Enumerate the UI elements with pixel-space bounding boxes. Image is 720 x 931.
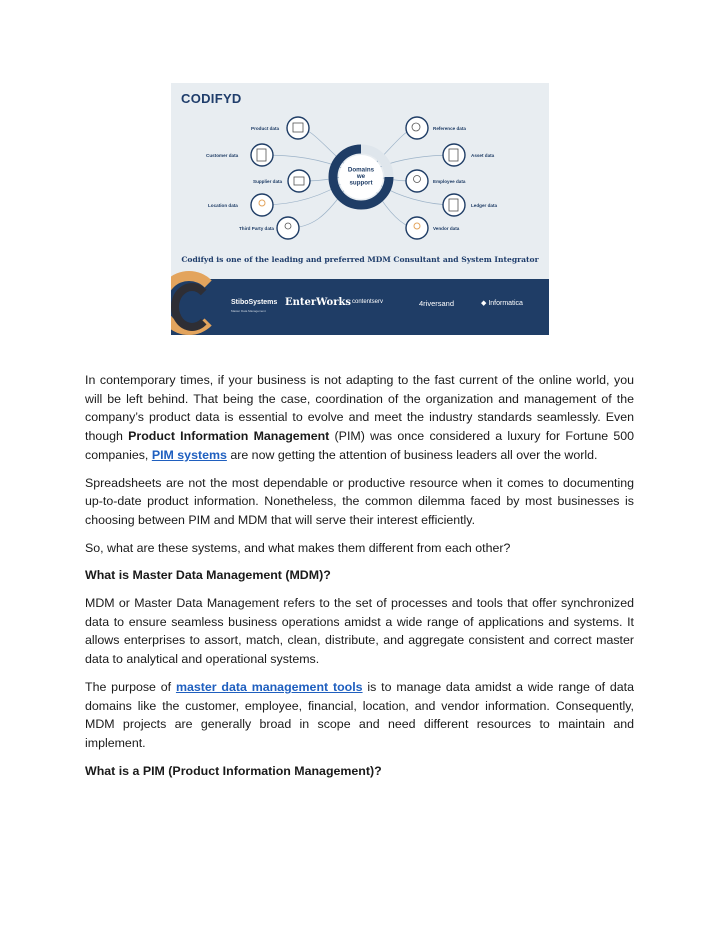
vendor-data-icon: [406, 217, 428, 239]
partner-contentserv-logo: contentserv: [352, 299, 384, 305]
mdm-purpose-paragraph: The purpose of master data management tools is to manage data amidst a wide range of data domains like the customer, employee, financial, location, and vendor information. Consequently, MDM projects are generally broad in scope and need different resources to maintain and implement.: [85, 679, 634, 750]
partner-riversand-logo: 4riversand: [419, 299, 455, 308]
label-reference-data: Reference data: [433, 126, 466, 131]
customer-data-icon: [251, 144, 273, 166]
mdm-tools-link[interactable]: master data management tools: [175, 679, 363, 694]
label-third-party-data: Third Party data: [239, 226, 274, 231]
center-label-word: we: [356, 173, 366, 180]
label-vendor-data: Vendor data: [433, 226, 460, 231]
asset-data-icon: [443, 144, 465, 166]
location-data-icon: [251, 194, 273, 216]
label-product-data: Product data: [251, 126, 280, 131]
partner-stibo-logo: StiboSystems: [231, 299, 278, 306]
pim-systems-link[interactable]: PIM systems: [151, 447, 227, 462]
center-label-word: Domains: [347, 166, 375, 174]
reference-data-icon: [406, 117, 428, 139]
product-data-icon: [287, 117, 309, 139]
codifyd-logo: CODIFYD: [181, 91, 242, 106]
mdm-definition-paragraph: MDM or Master Data Management refers to the set of processes and tools that offer synchronized data to ensure seamless business operations amidst a wide range of applications and systems. It allows enterprises to assort, match, clean, distribute, and aggregate consistent and correct master data to analytical and operational systems.: [85, 596, 634, 667]
center-label-word: support: [349, 179, 373, 187]
third-party-data-icon: [277, 217, 299, 239]
supplier-data-icon: [288, 170, 310, 192]
label-customer-data: Customer data: [206, 153, 239, 158]
label-ledger-data: Ledger data: [471, 203, 498, 208]
article-body: [85, 371, 634, 789]
partner-stibo-note: Master Data Management: [231, 309, 266, 313]
spreadsheets-paragraph: Spreadsheets are not the most dependable or productive resource when it comes to documenting up-to-date product information. Nonetheless, the common dilemma faced by most businesses is choosing between PIM and MDM that will serve their interest efficiently.: [85, 475, 634, 527]
mdm-heading: What is Master Data Management (MDM)?: [85, 568, 331, 583]
partner-band: [171, 279, 549, 335]
informatica-mark-icon: ◆: [481, 300, 489, 307]
question-paragraph: So, what are these systems, and what makes them different from each other?: [85, 540, 511, 555]
hero-banner-image: [171, 83, 549, 335]
label-supplier-data: Supplier data: [253, 179, 283, 184]
ledger-data-icon: [443, 194, 465, 216]
intro-paragraph: In contemporary times, if your business is not adapting to the fast current of the online world, you will be left behind. That being the case, coordination of the organization and management of the company’s product data is essential to evolve and meet the industry standards seamlessly. Even though Product Information Management (PIM) was once considered a luxury for Fortune 500 companies, PIM systems are now getting the attention of business leaders all over the world.: [85, 373, 635, 462]
employee-data-icon: [406, 170, 428, 192]
partner-informatica-logo: ◆ Informatica: [481, 300, 523, 307]
riversand-mark-icon: 4: [419, 299, 424, 308]
pim-term: Product Information Management: [128, 429, 330, 444]
label-location-data: Location data: [208, 203, 238, 208]
pim-heading: What is a PIM (Product Information Management)?: [85, 763, 382, 778]
brand-swoosh-dark: [171, 283, 213, 331]
label-asset-data: Asset data: [471, 153, 495, 158]
partner-enterworks-logo: EnterWorks: [285, 297, 352, 308]
banner-tagline: Codifyd is one of the leading and preferred MDM Consultant and System Integrator: [181, 255, 539, 264]
label-employee-data: Employee data: [433, 179, 466, 184]
domains-diagram: [171, 83, 549, 253]
